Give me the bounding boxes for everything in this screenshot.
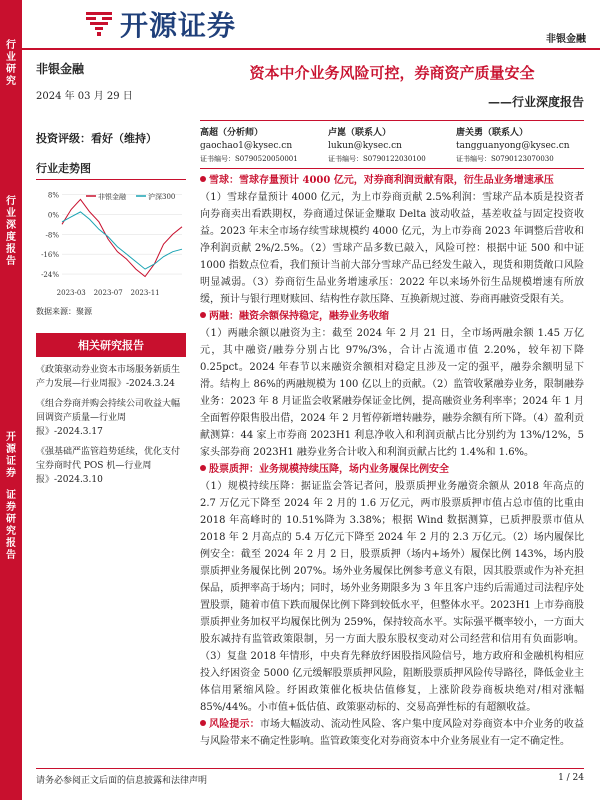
section-pledge-heading-text: 股票质押：业务规模持续压降，场内业务履保比例安全 (209, 464, 449, 475)
section-margin-body: （1）两融余额以融资为主：截至 2024 年 2 月 21 日，全市场两融余额 1.45 万亿元，其中融资/融券分别占比 97%/3%，合计占流通市值 2.20%，较年初下降 0.25pct。2024 年春节以来融资余额相对稳定且涉及一定的强平，融券余额明显下滑。结构上 86%的两融规模为 100 亿以上的贡献。（2）监管收紧融券业务，限制融券业务：2023 年 8 月证监会收紧融券保证金比例，提高融资业务利率率；2024 年 1 月全面暂停限售股出借，2024 年 2 月暂停新增转融券，融券余额有所下降。（4）盈利贡献测算：44 家上市券商 2023H1 利息净收入和利润贡献占比分别约为 13%/12%，5 家头部券商 2023H1 融券业务合计收入和利润贡献占比约 1.4%和 1.6%。 (200, 328, 584, 458)
sidebar-label-research: 行 业 研 究 (6, 40, 16, 87)
chart-source: 数据来源：聚源 (36, 307, 92, 316)
logo-mark-icon (84, 9, 114, 39)
disclaimer-text: 请务必参阅正文后面的信息披露和法律声明 (36, 776, 208, 786)
analyst-email[interactable]: tangguanyong@kysec.cn (456, 141, 570, 151)
section-margin-heading (200, 308, 584, 325)
sidebar (0, 0, 22, 800)
section-risk (200, 716, 584, 750)
related-reports-title: 相关研究报告 (36, 333, 186, 357)
chart-ytick-label: -8% (45, 231, 59, 240)
analyst-email[interactable]: gaochao1@kysec.cn (200, 141, 293, 151)
investment-rating: 投资评级：看好（维持） (36, 132, 157, 145)
related-report-item[interactable]: 《组合券商并购会持续公司收益大幅回调资产质量—行业周报》-2024.3.17 (36, 399, 181, 437)
related-report-item[interactable]: 《政策驱动券业资本市场服务新质生产力发展—行业周报》-2024.3.24 (36, 365, 181, 389)
industry-name: 非银金融 (36, 62, 85, 76)
analysts-block (200, 120, 584, 166)
chart-ytick-label: 0% (47, 211, 59, 220)
section-snowball-heading-text: 雪球：雪球存量预计 4000 亿元，对券商利润贡献有限，衍生品业务增速承压 (209, 175, 554, 186)
header-category: 非银金融 (546, 34, 586, 45)
analyst-card (200, 127, 328, 166)
chart-xtick-label: 2023-07 (93, 289, 123, 297)
analyst-cert: 证书编号：S0790520050001 (200, 155, 298, 163)
chart-series-line (62, 199, 182, 276)
analyst-name: 唐关勇（联系人） (456, 128, 529, 138)
report-date: 2024 年 03 月 29 日 (36, 91, 133, 102)
bullet-icon (200, 720, 206, 726)
main-column (200, 58, 584, 750)
chart-xtick-label: 2023-11 (130, 289, 160, 297)
analyst-card (456, 127, 584, 166)
chart-legend-label: 非银金融 (98, 193, 126, 201)
section-pledge-body: （1）规模持续压降：据证监会答记者问，股票质押业务融资余额从 2018 年高点的 2.7 万亿元下降至 2024 年 2 月的 1.6 万亿元，两市股票质押市值占总市值的比重由 2018 年高峰时的 10.51%降为 3.38%；根据 Wind 数据测算，已质押股票市值从 2018 年 2 月高点的 5.4 万亿元下降至 2024 年 2 月的 2.3 万亿元。（2）场内履保比例安全：截至 2024 年 2 月 2 日，股票质押（场内+场外）履保比例 143%，场内股票质押业务履保比例 207%。场外业务履保比例参考意义有限，因其股票或作为补充担保品，质押率高于场内；同时，场外业务期限多为 3 年且客户违约后需通过司法程序处置股票，随着市值下跌而履保比例下降到较低水平，但整体水平。2023H1 上市券商股票质押业务加权平均履保比例为 259%，保持较高水平。实际强平概率较小，一方面大股东减持有监管政策限制，另一方面大股东股权变动对公司经营和信用有负面影响。（3）复盘 2018 年情形，中央育先释放纾困股指风险信号，地方政府和金融机构相应投入纾困资金 5000 亿元缓解股票质押风险，阻断股票质押风险传导路径，降低金业主体信用紧缩风险。纾困政策催化板块估值修复，上涨阶段券商板块绝对/相对涨幅 85%/44%。小市值+低估值、政策驱动标的、交易高弹性标的有超额收益。 (200, 481, 584, 713)
chart-ytick-label: 8% (47, 191, 59, 200)
chart-xtick-label: 2023-03 (56, 289, 86, 297)
bullet-icon (200, 312, 206, 318)
sidebar-label-report-type: 行 业 深 度 报 告 (6, 196, 16, 267)
chart-ytick-label: -16% (41, 251, 59, 260)
page-header (22, 0, 600, 50)
analyst-name: 卢崑（联系人） (328, 128, 392, 138)
analyst-email[interactable]: lukun@kysec.cn (328, 141, 402, 151)
analyst-card (328, 127, 456, 166)
related-reports-list (36, 363, 186, 487)
sidebar-label-securities-report: 证 券 研 究 报 告 (6, 490, 16, 561)
section-snowball-heading (200, 172, 584, 189)
chart-ytick-label: -24% (41, 271, 59, 280)
section-margin-heading-text: 两融：融资余额保持稳定，融券业务收缩 (209, 311, 389, 322)
sidebar-label-broker: 开 源 证 券 (6, 432, 16, 479)
section-pledge-heading (200, 461, 584, 478)
section-snowball-body: （1）雪球存量预计 4000 亿元，为上市券商贡献 2.5%利润：雪球产品本质是投资者向券商卖出看跌期权，券商通过保证金赚取 Delta 波动收益，基差收益与固定投资收益。2023 年末全市场存续雪球规模约 4000 亿元，为上市券商 2023 年调整后营收和净利润贡献 2%/2.5%。（2）雪球产品多数已敲入，风险可控：根据中证 500 和中证 1000 指数点位看，我们预计当前大部分雪球产品已经发生敲入，现货和期货敞口风险明显减弱。（3）券商衍生品业务增速承压：2022 年以来场外衍生品规模增速有所放缓，预计与银行理财赎回、结构性存款压降、互换新规过渡、券商再融资受限有关。 (200, 192, 584, 305)
logo-text: 开源证券 (120, 9, 237, 42)
section-pledge (200, 461, 584, 716)
bullet-icon (200, 465, 206, 471)
trend-chart-title: 行业走势图 (36, 160, 186, 180)
section-snowball (200, 168, 584, 308)
related-report-item[interactable]: 《强基础严监管趋势延续，优化支付宝券商时代 POS 机—行业周报》-2024.3.10 (36, 447, 181, 485)
bullet-icon (200, 176, 206, 182)
chart-series-line (62, 212, 182, 269)
analyst-cert: 证书编号：S0790122030100 (328, 155, 426, 163)
analyst-cert: 证书编号：S0790123070030 (456, 155, 554, 163)
left-column (36, 60, 186, 493)
company-logo (84, 4, 236, 44)
section-margin (200, 308, 584, 461)
risk-heading: 风险提示： (209, 719, 260, 730)
chart-legend-label: 沪深300 (148, 193, 176, 201)
trend-chart-svg (36, 184, 186, 304)
risk-body: 市场大幅波动、流动性风险、客户集中度风险对券商资本中介业务的收益与风险带来不确定性影响。监管政策变化对券商资本中介业务展业有一定不确定性。 (200, 719, 585, 747)
page-number: 1 / 24 (558, 773, 584, 783)
trend-chart (36, 184, 186, 304)
report-subtitle: ——行业深度报告 (487, 95, 584, 109)
analyst-name: 高超（分析师） (200, 128, 264, 138)
page-footer (36, 768, 584, 786)
report-title: 资本中介业务风险可控，券商资产质量安全 (249, 64, 535, 82)
